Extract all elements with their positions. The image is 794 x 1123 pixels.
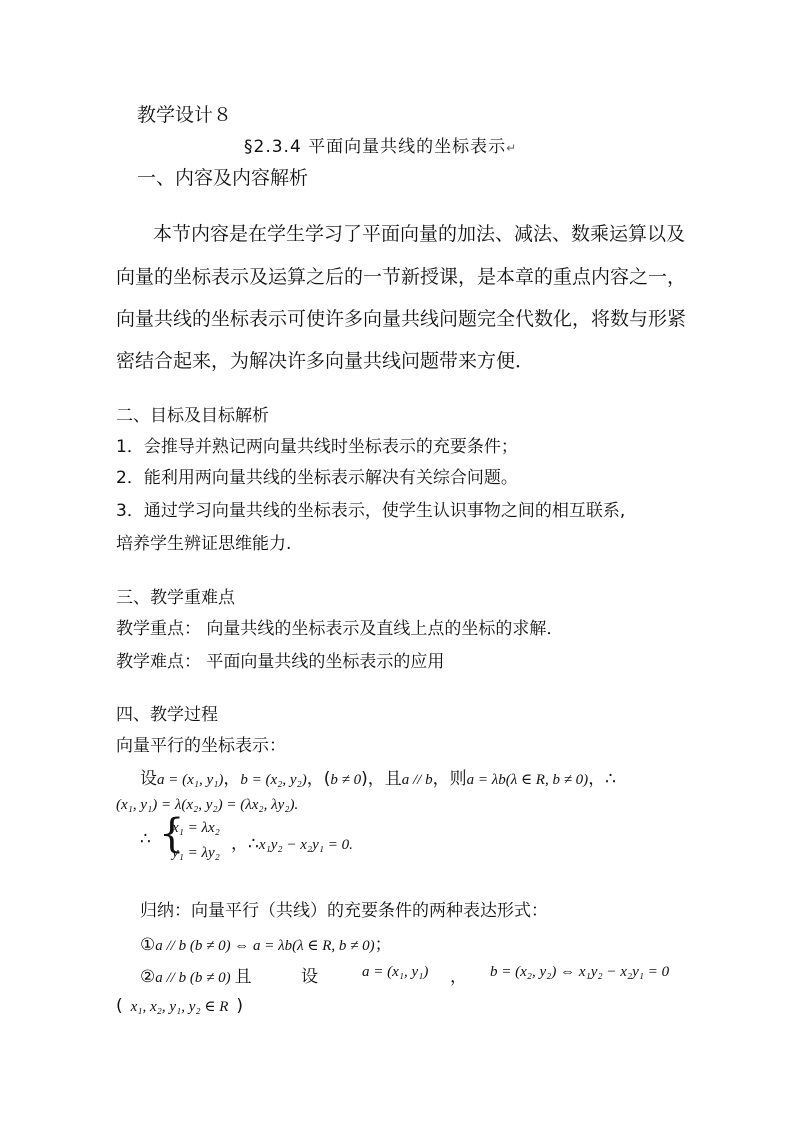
section-heading-goals: 二、目标及目标解析 xyxy=(116,406,269,426)
key-point: 教学重点： 向量共线的坐标表示及直线上点的坐标的求解． xyxy=(116,619,564,639)
condition-2-expr: a // b (b ≠ 0) xyxy=(155,970,231,986)
goal-item: 培养学生辨证思维能力. xyxy=(116,534,292,554)
paragraph-line: 向量的坐标表示及运算之后的一节新授课，是本章的重点内容之一， xyxy=(116,266,687,288)
condition-2-domain xyxy=(116,996,243,1016)
vector-b-coord: b = (x₂, y₂) xyxy=(240,772,307,788)
cond2-vector-a: a = (x₁, y₁) xyxy=(362,964,429,980)
separator: ， xyxy=(223,769,241,789)
paragraph-mark: ↵ xyxy=(506,141,518,155)
system-eq-1: x₁ = λx₂ xyxy=(172,820,220,836)
cond2-comma: ， xyxy=(450,967,467,987)
section-heading-process: 四、教学过程 xyxy=(116,705,218,725)
vector-a-coord: a = (x₁, y₁) xyxy=(157,772,224,788)
math-line-2: (x₁, y₁) = λ(x₂, y₂) = (λx₂, λy₂). xyxy=(116,797,299,813)
summary-text: 归纳：向量平行（共线）的充要条件的两种表达形式： xyxy=(140,901,548,921)
she-text: 设 xyxy=(301,967,318,987)
paren-close: )，且 xyxy=(361,769,402,789)
condition-1-expr: a // b (b ≠ 0) ⇔ a = λb(λ ∈ R, b ≠ 0) xyxy=(155,938,375,954)
circle-number-1: ① xyxy=(140,935,156,955)
semicolon: ； xyxy=(374,935,392,955)
condition-1 xyxy=(140,930,392,955)
math-line-1 xyxy=(140,764,616,788)
she-text: 设 xyxy=(140,769,157,789)
subtitle-text: §2.3.4 平面向量共线的坐标表示 xyxy=(244,137,507,157)
paren-open: ，( xyxy=(306,769,331,789)
math-line-3-result xyxy=(231,829,353,854)
paragraph-line: 本节内容是在学生学习了平面向量的加法、减法、数乘运算以及 xyxy=(153,223,686,245)
difficult-point: 教学难点： 平面向量共线的坐标表示的应用 xyxy=(116,652,445,672)
parallel-heading: 向量平行的坐标表示： xyxy=(116,736,286,756)
qie-text: 且 xyxy=(234,967,252,987)
therefore-symbol: ∴ xyxy=(140,829,151,849)
b-nonzero: b ≠ 0 xyxy=(330,772,362,788)
paragraph-line: 密结合起来，为解决许多向量共线问题带来方便． xyxy=(116,350,535,372)
system-eq-2: y₁ = λy₂ xyxy=(172,845,220,861)
ze-text: ，则 xyxy=(432,769,467,789)
section-heading-content: 一、内容及内容解析 xyxy=(137,167,309,189)
cond2-vector-b-equiv: b = (x₂, y₂) ⇔ x₁y₂ − x₂y₁ = 0 xyxy=(490,964,670,980)
circle-number-2: ② xyxy=(140,967,156,987)
paren-open: ( xyxy=(116,996,123,1016)
therefore-symbol: ，∴ xyxy=(231,834,259,854)
goal-item: 3．通过学习向量共线的坐标表示，使学生认识事物之间的相互联系, xyxy=(116,501,626,521)
section-heading-key: 三、教学重难点 xyxy=(116,588,235,608)
real-domain: x₁, x₂, y₁, y₂ ∈ R xyxy=(130,999,229,1015)
system-brace: { xyxy=(159,811,185,857)
goal-item: 2．能利用两向量共线的坐标表示解决有关综合问题。 xyxy=(116,468,518,488)
paragraph-line: 向量共线的坐标表示可使许多向量共线问题完全代数化，将数与形紧 xyxy=(116,308,687,330)
goal-item: 1．会推导并熟记两向量共线时坐标表示的充要条件； xyxy=(116,437,518,457)
a-parallel-b: a // b xyxy=(401,772,433,788)
doc-subtitle xyxy=(244,132,517,157)
doc-title: 教学设计８ xyxy=(137,104,233,126)
cross-product-zero: x₁y₂ − x₂y₁ = 0. xyxy=(258,837,353,853)
a-lambda-b: a = λb(λ ∈ R, b ≠ 0) xyxy=(466,772,589,788)
paren-close: ) xyxy=(236,996,244,1016)
therefore-symbol: ，∴ xyxy=(588,769,617,789)
condition-2 xyxy=(140,962,252,987)
